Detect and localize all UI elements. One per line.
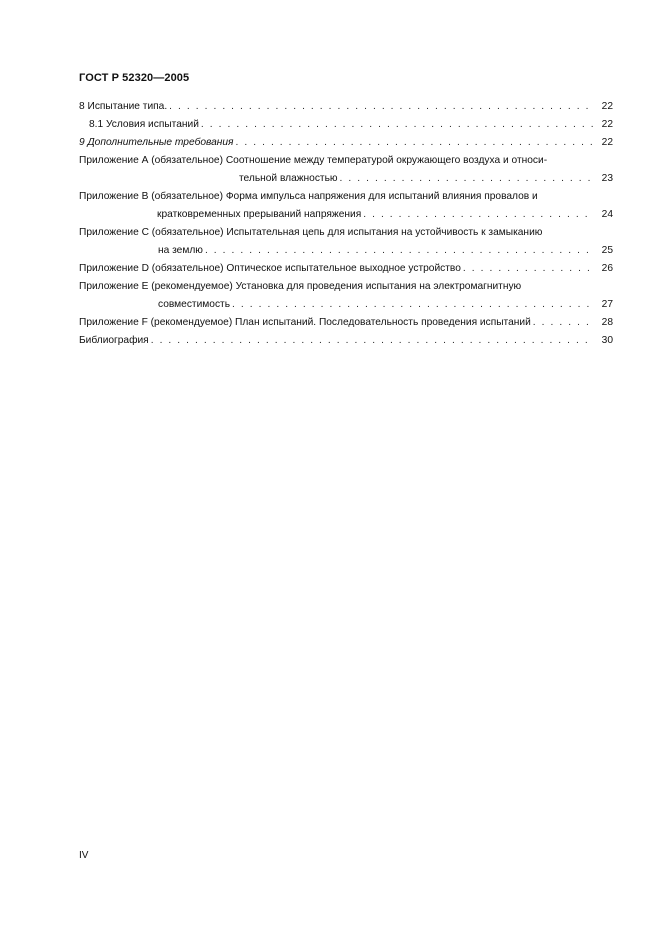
toc-entry-appendix-e-line2	[79, 296, 613, 314]
table-of-contents	[79, 98, 613, 350]
toc-leader-dots	[201, 116, 593, 134]
toc-entry-appendix-b-line1	[79, 188, 613, 206]
toc-leader-dots	[232, 296, 593, 314]
toc-entry-text: на землю	[158, 245, 203, 256]
toc-entry-type-test	[79, 98, 613, 116]
toc-entry-text: Приложение С (обязательное) Испытательная цепь для испытания на устойчивость к замыканию	[79, 227, 543, 238]
toc-entry-appendix-d	[79, 260, 613, 278]
toc-entry-text: Приложение В (обязательное) Форма импульса напряжения для испытаний влияния провалов и	[79, 191, 538, 202]
toc-entry-test-conditions	[79, 116, 613, 134]
toc-page-number: 23	[601, 173, 613, 184]
toc-entry-text: Приложение А (обязательное) Соотношение между температурой окружающего воздуха и относи-	[79, 155, 548, 166]
toc-entry-text: совместимость	[158, 299, 231, 310]
toc-page-number: 22	[601, 101, 613, 112]
toc-entry-appendix-a-line2	[79, 170, 613, 188]
toc-page-number: 27	[601, 299, 613, 310]
toc-leader-dots	[340, 170, 593, 188]
toc-page-number: 26	[601, 263, 613, 274]
toc-entry-text: кратковременных прерываний напряжения	[157, 209, 362, 220]
toc-entry-appendix-e-line1	[79, 278, 613, 296]
toc-entry-appendix-f	[79, 314, 613, 332]
toc-page-number: 22	[601, 119, 613, 130]
toc-leader-dots	[205, 242, 593, 260]
toc-entry-text: Приложение Е (рекомендуемое) Установка для проведения испытания на электромагнитную	[79, 281, 522, 292]
toc-entry-appendix-b-line2	[79, 206, 613, 224]
toc-leader-dots	[236, 134, 594, 152]
toc-leader-dots	[151, 332, 593, 350]
toc-page-number: 25	[601, 245, 613, 256]
toc-entry-appendix-c-line2	[79, 242, 613, 260]
toc-entry-text: 8.1 Условия испытаний	[89, 119, 199, 130]
toc-entry-appendix-c-line1	[79, 224, 613, 242]
toc-page-number: 30	[601, 335, 613, 346]
toc-page-number: 22	[601, 137, 613, 148]
toc-entry-text: Библиография	[79, 335, 149, 346]
toc-entry-additional-requirements	[79, 134, 613, 152]
document-header: ГОСТ Р 52320—2005	[79, 72, 190, 84]
toc-entry-text: тельной влажностью	[239, 173, 338, 184]
toc-entry-bibliography	[79, 332, 613, 350]
toc-entry-text: Приложение D (обязательное) Оптическое испытательное выходное устройство	[79, 263, 461, 274]
toc-entry-text: Приложение F (рекомендуемое) План испытаний. Последовательность проведения испытаний	[79, 317, 531, 328]
toc-leader-dots	[533, 314, 593, 332]
toc-leader-dots	[363, 206, 593, 224]
toc-entry-appendix-a-line1	[79, 152, 613, 170]
toc-entry-text: 9 Дополнительные требования	[79, 137, 234, 148]
page-number-footer: IV	[79, 850, 89, 861]
toc-entry-text: 8 Испытание типа.	[79, 101, 168, 112]
toc-page-number: 24	[601, 209, 613, 220]
toc-leader-dots	[463, 260, 593, 278]
toc-page-number: 28	[601, 317, 613, 328]
toc-leader-dots	[169, 98, 593, 116]
